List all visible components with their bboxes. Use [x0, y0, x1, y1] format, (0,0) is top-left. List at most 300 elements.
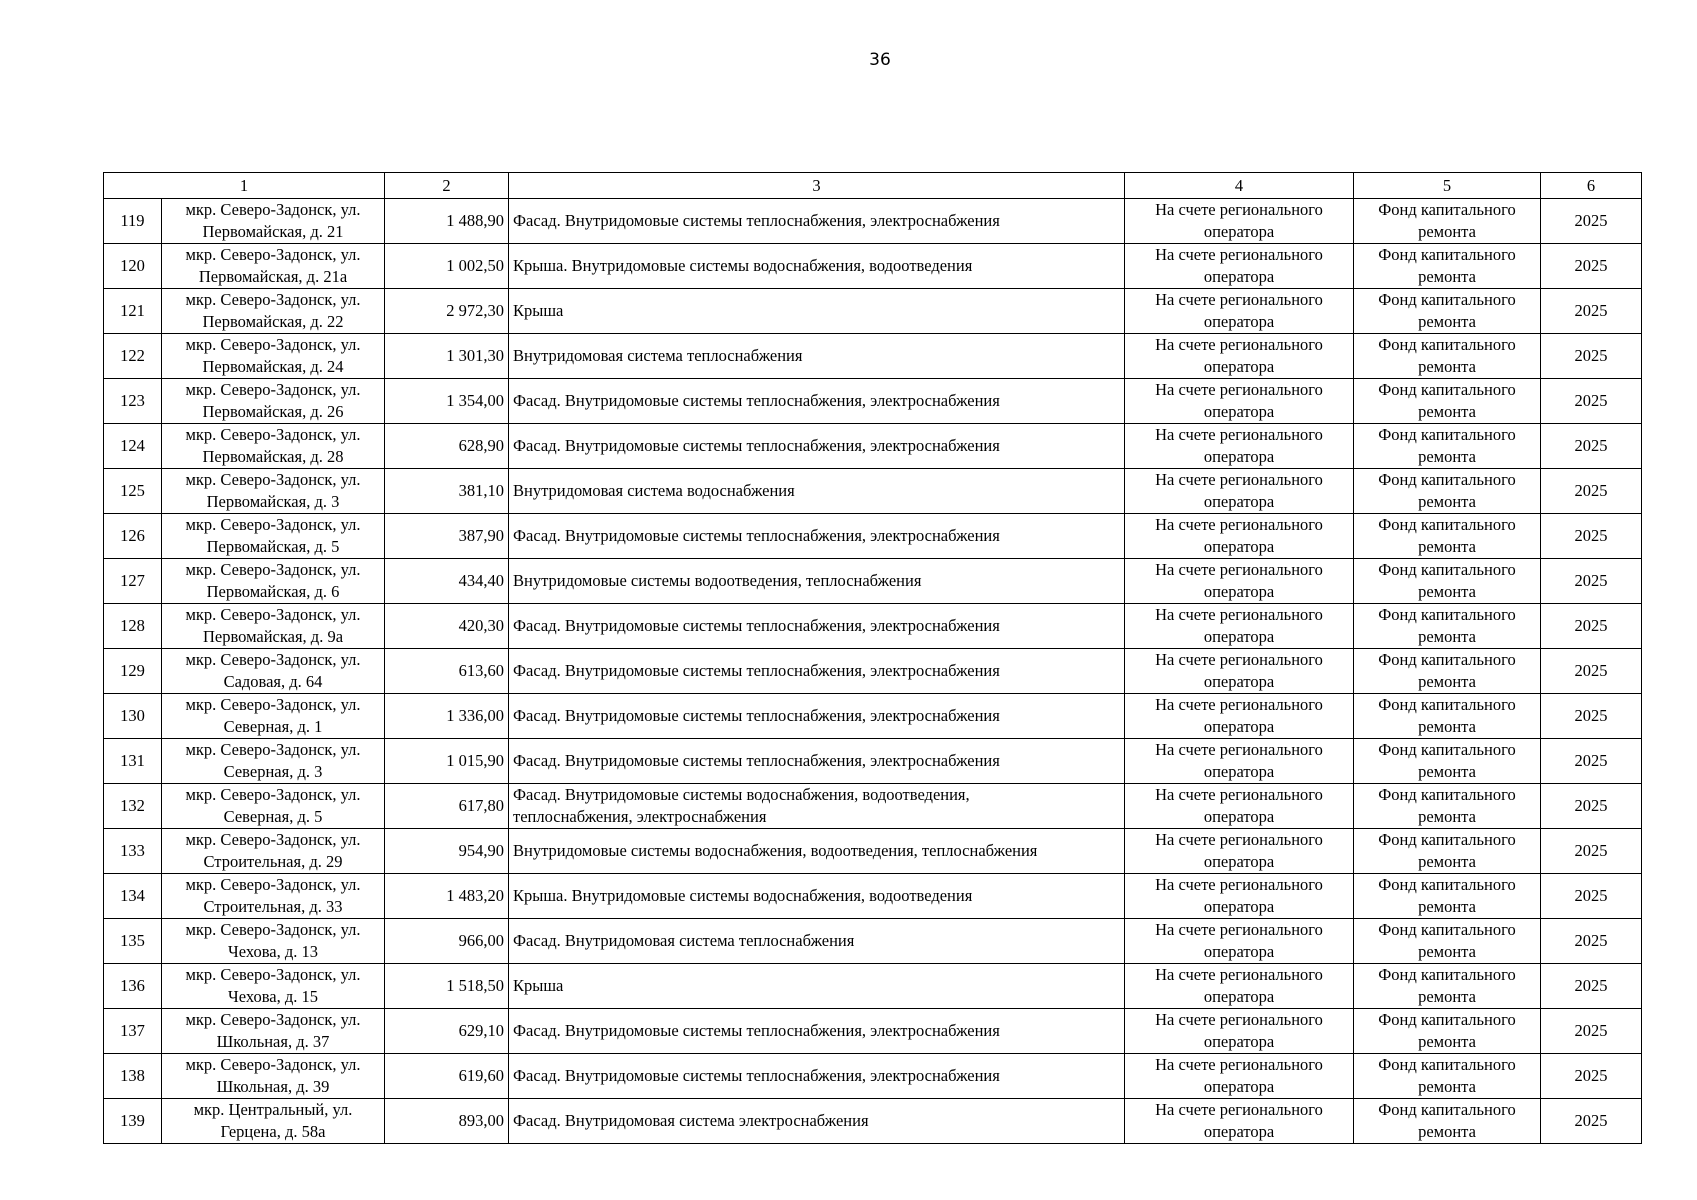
address-line-2: Чехова, д. 15 — [228, 987, 318, 1006]
works-line-1: Фасад. Внутридомовые системы водоснабжения, водоотведения, — [513, 785, 970, 804]
account-line-1: На счете регионального — [1155, 560, 1323, 579]
address-line-1: мкр. Северо-Задонск, ул. — [185, 785, 361, 804]
address-line-1: мкр. Северо-Задонск, ул. — [185, 380, 361, 399]
repair-year: 2025 — [1541, 1054, 1642, 1099]
building-area: 629,10 — [385, 1009, 509, 1054]
source-line-2: ремонта — [1418, 1077, 1476, 1096]
fund-account — [1125, 559, 1354, 604]
repair-year: 2025 — [1541, 199, 1642, 244]
repair-works — [509, 559, 1125, 604]
works-line-1: Крыша. Внутридомовые системы водоснабжения, водоотведения — [513, 256, 973, 275]
address-line-1: мкр. Северо-Задонск, ул. — [185, 515, 361, 534]
building-address — [162, 379, 385, 424]
funding-source — [1354, 469, 1541, 514]
account-line-1: На счете регионального — [1155, 425, 1323, 444]
row-number: 121 — [104, 289, 162, 334]
table-row — [104, 1054, 1642, 1099]
repair-works — [509, 334, 1125, 379]
funding-source — [1354, 694, 1541, 739]
address-line-2: Северная, д. 1 — [223, 717, 323, 736]
account-line-2: оператора — [1203, 267, 1275, 286]
building-area: 954,90 — [385, 829, 509, 874]
source-line-1: Фонд капитального — [1378, 785, 1516, 804]
address-line-1: мкр. Северо-Задонск, ул. — [185, 1055, 361, 1074]
address-line-2: Строительная, д. 29 — [203, 852, 343, 871]
funding-source — [1354, 379, 1541, 424]
table-row — [104, 559, 1642, 604]
funding-source — [1354, 919, 1541, 964]
account-line-2: оператора — [1203, 627, 1275, 646]
table-row — [104, 424, 1642, 469]
account-line-2: оператора — [1203, 357, 1275, 376]
fund-account — [1125, 1009, 1354, 1054]
building-area: 1 518,50 — [385, 964, 509, 1009]
address-line-1: мкр. Северо-Задонск, ул. — [185, 245, 361, 264]
account-line-1: На счете регионального — [1155, 605, 1323, 624]
building-address — [162, 289, 385, 334]
repair-works — [509, 1099, 1125, 1144]
repair-works — [509, 244, 1125, 289]
source-line-2: ремонта — [1418, 492, 1476, 511]
building-address — [162, 1009, 385, 1054]
row-number: 120 — [104, 244, 162, 289]
row-number: 136 — [104, 964, 162, 1009]
building-area: 434,40 — [385, 559, 509, 604]
funding-source — [1354, 514, 1541, 559]
repair-year: 2025 — [1541, 784, 1642, 829]
account-line-1: На счете регионального — [1155, 740, 1323, 759]
works-line-1: Фасад. Внутридомовые системы теплоснабжения, электроснабжения — [513, 1021, 1000, 1040]
table-row — [104, 514, 1642, 559]
building-address — [162, 964, 385, 1009]
building-address — [162, 784, 385, 829]
address-line-1: мкр. Северо-Задонск, ул. — [185, 335, 361, 354]
header-col-2: 2 — [385, 173, 509, 199]
repair-year: 2025 — [1541, 334, 1642, 379]
account-line-2: оператора — [1203, 312, 1275, 331]
row-number: 127 — [104, 559, 162, 604]
account-line-2: оператора — [1203, 447, 1275, 466]
repair-works — [509, 649, 1125, 694]
table-row — [104, 739, 1642, 784]
fund-account — [1125, 469, 1354, 514]
account-line-2: оператора — [1203, 492, 1275, 511]
table-row — [104, 649, 1642, 694]
account-line-2: оператора — [1203, 1077, 1275, 1096]
address-line-2: Первомайская, д. 21а — [198, 267, 348, 286]
table-row — [104, 964, 1642, 1009]
works-line-1: Внутридомовая система теплоснабжения — [513, 346, 803, 365]
works-line-1: Фасад. Внутридомовые системы теплоснабжения, электроснабжения — [513, 1066, 1000, 1085]
account-line-2: оператора — [1203, 987, 1275, 1006]
repair-works — [509, 514, 1125, 559]
building-address — [162, 739, 385, 784]
source-line-2: ремонта — [1418, 672, 1476, 691]
building-address — [162, 604, 385, 649]
table-row — [104, 469, 1642, 514]
account-line-2: оператора — [1203, 942, 1275, 961]
source-line-1: Фонд капитального — [1378, 1100, 1516, 1119]
repair-year: 2025 — [1541, 829, 1642, 874]
account-line-1: На счете регионального — [1155, 290, 1323, 309]
account-line-1: На счете регионального — [1155, 335, 1323, 354]
address-line-2: Первомайская, д. 9а — [202, 627, 344, 646]
source-line-2: ремонта — [1418, 582, 1476, 601]
repair-year: 2025 — [1541, 919, 1642, 964]
address-line-2: Северная, д. 3 — [223, 762, 323, 781]
source-line-1: Фонд капитального — [1378, 425, 1516, 444]
building-address — [162, 424, 385, 469]
repair-works — [509, 784, 1125, 829]
source-line-1: Фонд капитального — [1378, 1055, 1516, 1074]
address-line-1: мкр. Северо-Задонск, ул. — [185, 605, 361, 624]
fund-account — [1125, 604, 1354, 649]
account-line-1: На счете регионального — [1155, 245, 1323, 264]
works-line-1: Фасад. Внутридомовые системы теплоснабжения, электроснабжения — [513, 661, 1000, 680]
repair-works — [509, 1054, 1125, 1099]
fund-account — [1125, 739, 1354, 784]
table-row — [104, 874, 1642, 919]
building-area: 619,60 — [385, 1054, 509, 1099]
header-col-6: 6 — [1541, 173, 1642, 199]
row-number: 134 — [104, 874, 162, 919]
account-line-1: На счете регионального — [1155, 875, 1323, 894]
building-area: 628,90 — [385, 424, 509, 469]
account-line-1: На счете регионального — [1155, 1010, 1323, 1029]
address-line-1: мкр. Северо-Задонск, ул. — [185, 1010, 361, 1029]
address-line-1: мкр. Северо-Задонск, ул. — [185, 695, 361, 714]
building-address — [162, 874, 385, 919]
repair-year: 2025 — [1541, 559, 1642, 604]
address-line-1: мкр. Северо-Задонск, ул. — [185, 290, 361, 309]
address-line-2: Первомайская, д. 21 — [202, 222, 344, 241]
row-number: 137 — [104, 1009, 162, 1054]
funding-source — [1354, 874, 1541, 919]
row-number: 119 — [104, 199, 162, 244]
building-address — [162, 469, 385, 514]
funding-source — [1354, 784, 1541, 829]
funding-source — [1354, 964, 1541, 1009]
building-address — [162, 334, 385, 379]
row-number: 123 — [104, 379, 162, 424]
building-area: 420,30 — [385, 604, 509, 649]
building-address — [162, 1054, 385, 1099]
repair-year: 2025 — [1541, 514, 1642, 559]
funding-source — [1354, 604, 1541, 649]
account-line-2: оператора — [1203, 1122, 1275, 1141]
account-line-1: На счете регионального — [1155, 380, 1323, 399]
building-address — [162, 199, 385, 244]
source-line-1: Фонд капитального — [1378, 920, 1516, 939]
table-row — [104, 199, 1642, 244]
source-line-2: ремонта — [1418, 267, 1476, 286]
table-row — [104, 379, 1642, 424]
address-line-1: мкр. Северо-Задонск, ул. — [185, 470, 361, 489]
row-number: 122 — [104, 334, 162, 379]
repair-year: 2025 — [1541, 739, 1642, 784]
fund-account — [1125, 649, 1354, 694]
funding-source — [1354, 244, 1541, 289]
building-area: 1 002,50 — [385, 244, 509, 289]
account-line-2: оператора — [1203, 222, 1275, 241]
account-line-2: оператора — [1203, 717, 1275, 736]
repair-year: 2025 — [1541, 424, 1642, 469]
repair-year: 2025 — [1541, 649, 1642, 694]
page-number: 36 — [869, 50, 891, 70]
address-line-1: мкр. Северо-Задонск, ул. — [185, 965, 361, 984]
fund-account — [1125, 514, 1354, 559]
row-number: 130 — [104, 694, 162, 739]
row-number: 124 — [104, 424, 162, 469]
fund-account — [1125, 1054, 1354, 1099]
building-area: 1 301,30 — [385, 334, 509, 379]
source-line-1: Фонд капитального — [1378, 245, 1516, 264]
source-line-2: ремонта — [1418, 987, 1476, 1006]
repair-works — [509, 424, 1125, 469]
source-line-1: Фонд капитального — [1378, 875, 1516, 894]
works-line-1: Фасад. Внутридомовая система теплоснабжения — [513, 931, 855, 950]
source-line-2: ремонта — [1418, 717, 1476, 736]
funding-source — [1354, 1054, 1541, 1099]
repair-works — [509, 289, 1125, 334]
address-line-1: мкр. Северо-Задонск, ул. — [185, 920, 361, 939]
repair-year: 2025 — [1541, 1009, 1642, 1054]
funding-source — [1354, 1099, 1541, 1144]
source-line-1: Фонд капитального — [1378, 290, 1516, 309]
row-number: 129 — [104, 649, 162, 694]
source-line-2: ремонта — [1418, 942, 1476, 961]
address-line-1: мкр. Северо-Задонск, ул. — [185, 875, 361, 894]
table-row — [104, 289, 1642, 334]
source-line-1: Фонд капитального — [1378, 560, 1516, 579]
building-area: 1 015,90 — [385, 739, 509, 784]
works-line-1: Фасад. Внутридомовые системы теплоснабжения, электроснабжения — [513, 436, 1000, 455]
fund-account — [1125, 1099, 1354, 1144]
account-line-1: На счете регионального — [1155, 200, 1323, 219]
repair-works — [509, 874, 1125, 919]
fund-account — [1125, 919, 1354, 964]
fund-account — [1125, 784, 1354, 829]
works-line-1: Крыша. Внутридомовые системы водоснабжения, водоотведения — [513, 886, 973, 905]
address-line-2: Первомайская, д. 26 — [202, 402, 344, 421]
works-line-1: Фасад. Внутридомовые системы теплоснабжения, электроснабжения — [513, 706, 1000, 725]
source-line-1: Фонд капитального — [1378, 380, 1516, 399]
account-line-2: оператора — [1203, 852, 1275, 871]
building-address — [162, 919, 385, 964]
account-line-1: На счете регионального — [1155, 470, 1323, 489]
source-line-2: ремонта — [1418, 852, 1476, 871]
address-line-2: Строительная, д. 33 — [203, 897, 343, 916]
account-line-1: На счете регионального — [1155, 920, 1323, 939]
row-number: 138 — [104, 1054, 162, 1099]
fund-account — [1125, 199, 1354, 244]
works-line-1: Внутридомовая система водоснабжения — [513, 481, 795, 500]
building-area: 1 483,20 — [385, 874, 509, 919]
source-line-1: Фонд капитального — [1378, 200, 1516, 219]
account-line-1: На счете регионального — [1155, 1055, 1323, 1074]
account-line-2: оператора — [1203, 537, 1275, 556]
funding-source — [1354, 199, 1541, 244]
repair-works — [509, 1009, 1125, 1054]
repair-register-table — [103, 172, 1642, 1144]
address-line-2: Первомайская, д. 3 — [206, 492, 340, 511]
works-line-1: Фасад. Внутридомовые системы теплоснабжения, электроснабжения — [513, 391, 1000, 410]
repair-year: 2025 — [1541, 874, 1642, 919]
row-number: 132 — [104, 784, 162, 829]
source-line-2: ремонта — [1418, 402, 1476, 421]
fund-account — [1125, 244, 1354, 289]
table-row — [104, 1009, 1642, 1054]
row-number: 135 — [104, 919, 162, 964]
building-address — [162, 1099, 385, 1144]
funding-source — [1354, 829, 1541, 874]
account-line-2: оператора — [1203, 1032, 1275, 1051]
source-line-2: ремонта — [1418, 447, 1476, 466]
row-number: 139 — [104, 1099, 162, 1144]
funding-source — [1354, 289, 1541, 334]
row-number: 133 — [104, 829, 162, 874]
repair-year: 2025 — [1541, 244, 1642, 289]
repair-year: 2025 — [1541, 1099, 1642, 1144]
works-line-1: Внутридомовые системы водоотведения, теплоснабжения — [513, 571, 922, 590]
row-number: 125 — [104, 469, 162, 514]
fund-account — [1125, 964, 1354, 1009]
works-line-1: Фасад. Внутридомовые системы теплоснабжения, электроснабжения — [513, 616, 1000, 635]
source-line-1: Фонд капитального — [1378, 695, 1516, 714]
repair-year: 2025 — [1541, 289, 1642, 334]
address-line-1: мкр. Северо-Задонск, ул. — [185, 560, 361, 579]
address-line-2: Первомайская, д. 24 — [202, 357, 344, 376]
source-line-2: ремонта — [1418, 762, 1476, 781]
table-row — [104, 829, 1642, 874]
building-address — [162, 694, 385, 739]
source-line-2: ремонта — [1418, 537, 1476, 556]
account-line-2: оператора — [1203, 672, 1275, 691]
account-line-1: На счете регионального — [1155, 785, 1323, 804]
building-area: 966,00 — [385, 919, 509, 964]
funding-source — [1354, 1009, 1541, 1054]
address-line-2: Первомайская, д. 28 — [202, 447, 344, 466]
address-line-2: Чехова, д. 13 — [228, 942, 318, 961]
building-address — [162, 559, 385, 604]
account-line-1: На счете регионального — [1155, 515, 1323, 534]
works-line-1: Фасад. Внутридомовая система электроснабжения — [513, 1111, 869, 1130]
address-line-2: Первомайская, д. 5 — [206, 537, 340, 556]
fund-account — [1125, 379, 1354, 424]
account-line-2: оператора — [1203, 807, 1275, 826]
repair-year: 2025 — [1541, 379, 1642, 424]
building-area: 1 488,90 — [385, 199, 509, 244]
header-col-5: 5 — [1354, 173, 1541, 199]
header-col-1: 1 — [104, 173, 385, 199]
account-line-1: На счете регионального — [1155, 830, 1323, 849]
source-line-1: Фонд капитального — [1378, 605, 1516, 624]
fund-account — [1125, 829, 1354, 874]
address-line-1: мкр. Северо-Задонск, ул. — [185, 650, 361, 669]
table-row — [104, 244, 1642, 289]
table-row — [104, 694, 1642, 739]
repair-works — [509, 469, 1125, 514]
source-line-2: ремонта — [1418, 1122, 1476, 1141]
building-area: 1 354,00 — [385, 379, 509, 424]
repair-works — [509, 379, 1125, 424]
repair-works — [509, 919, 1125, 964]
works-line-1: Фасад. Внутридомовые системы теплоснабжения, электроснабжения — [513, 211, 1000, 230]
source-line-2: ремонта — [1418, 1032, 1476, 1051]
column-number-header-row — [104, 173, 1642, 199]
table-body — [104, 173, 1642, 1144]
table-row — [104, 334, 1642, 379]
building-area: 387,90 — [385, 514, 509, 559]
repair-works — [509, 199, 1125, 244]
source-line-1: Фонд капитального — [1378, 515, 1516, 534]
building-area: 381,10 — [385, 469, 509, 514]
fund-account — [1125, 424, 1354, 469]
address-line-1: мкр. Северо-Задонск, ул. — [185, 830, 361, 849]
table-row — [104, 919, 1642, 964]
address-line-2: Северная, д. 5 — [223, 807, 323, 826]
repair-works — [509, 964, 1125, 1009]
address-line-1: мкр. Северо-Задонск, ул. — [185, 425, 361, 444]
table-row — [104, 1099, 1642, 1144]
fund-account — [1125, 874, 1354, 919]
repair-works — [509, 739, 1125, 784]
source-line-2: ремонта — [1418, 897, 1476, 916]
row-number: 126 — [104, 514, 162, 559]
account-line-1: На счете регионального — [1155, 965, 1323, 984]
works-line-1: Фасад. Внутридомовые системы теплоснабжения, электроснабжения — [513, 526, 1000, 545]
building-address — [162, 649, 385, 694]
works-line-1: Крыша — [513, 301, 564, 320]
address-line-1: мкр. Центральный, ул. — [193, 1100, 353, 1119]
header-col-3: 3 — [509, 173, 1125, 199]
source-line-2: ремонта — [1418, 807, 1476, 826]
works-line-2: теплоснабжения, электроснабжения — [513, 807, 767, 826]
source-line-1: Фонд капитального — [1378, 965, 1516, 984]
account-line-1: На счете регионального — [1155, 1100, 1323, 1119]
row-number: 128 — [104, 604, 162, 649]
repair-year: 2025 — [1541, 604, 1642, 649]
building-area: 2 972,30 — [385, 289, 509, 334]
building-address — [162, 514, 385, 559]
funding-source — [1354, 649, 1541, 694]
source-line-2: ремонта — [1418, 357, 1476, 376]
source-line-1: Фонд капитального — [1378, 1010, 1516, 1029]
funding-source — [1354, 424, 1541, 469]
source-line-2: ремонта — [1418, 627, 1476, 646]
header-col-4: 4 — [1125, 173, 1354, 199]
repair-year: 2025 — [1541, 469, 1642, 514]
account-line-2: оператора — [1203, 582, 1275, 601]
table-row — [104, 604, 1642, 649]
funding-source — [1354, 334, 1541, 379]
works-line-1: Фасад. Внутридомовые системы теплоснабжения, электроснабжения — [513, 751, 1000, 770]
account-line-1: На счете регионального — [1155, 650, 1323, 669]
source-line-1: Фонд капитального — [1378, 335, 1516, 354]
address-line-2: Первомайская, д. 22 — [202, 312, 344, 331]
building-address — [162, 829, 385, 874]
address-line-2: Школьная, д. 37 — [216, 1032, 330, 1051]
row-number: 131 — [104, 739, 162, 784]
building-address — [162, 244, 385, 289]
address-line-2: Первомайская, д. 6 — [206, 582, 340, 601]
repair-works — [509, 694, 1125, 739]
account-line-2: оператора — [1203, 897, 1275, 916]
account-line-2: оператора — [1203, 402, 1275, 421]
repair-works — [509, 829, 1125, 874]
building-area: 617,80 — [385, 784, 509, 829]
repair-year: 2025 — [1541, 964, 1642, 1009]
